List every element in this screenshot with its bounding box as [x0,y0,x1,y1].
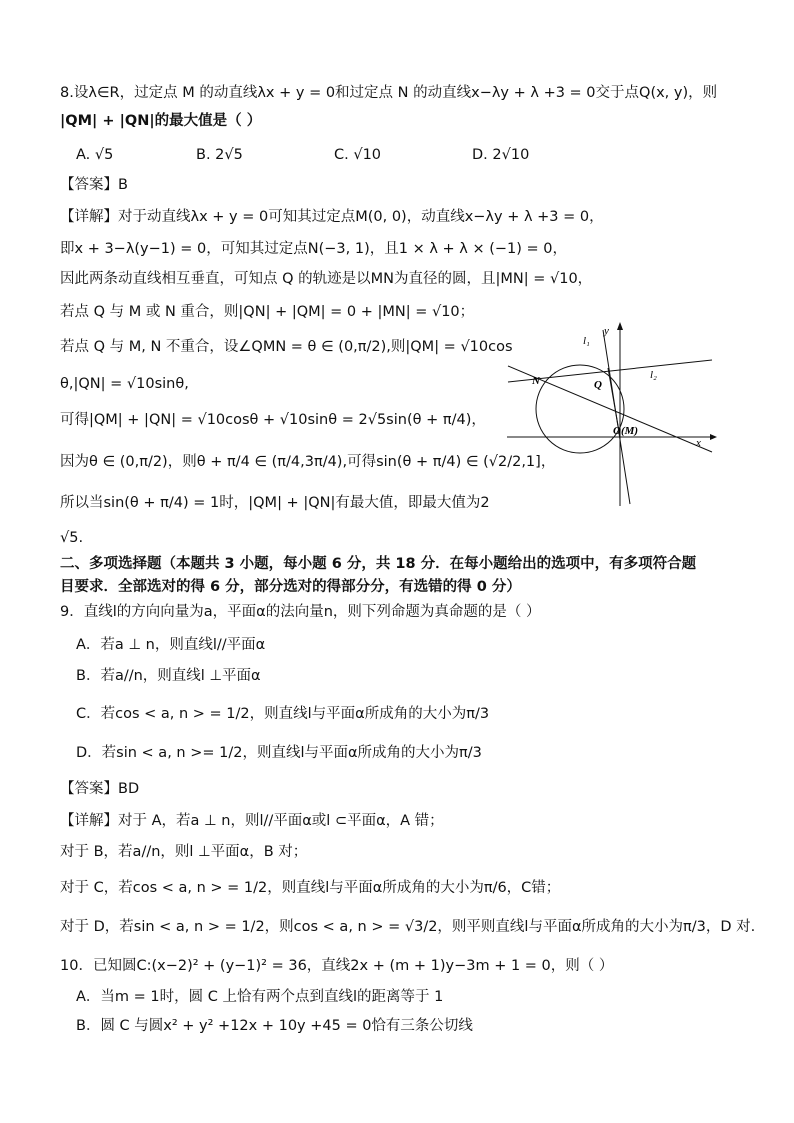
q8-detail-10: √5. [60,530,84,546]
q9-detail-2: 对于 B，若a//n，则l ⊥平面α，B 对； [60,844,308,860]
q9-option-a: A．若a ⊥ n，则直线l//平面α [76,637,266,653]
section2-heading-line1: 二、多项选择题（本题共 3 小题，每小题 6 分，共 18 分．在每小题给出的选项中，有多项符合题 [60,556,697,572]
q9-option-b: B．若a//n，则直线l ⊥平面α [76,668,261,684]
label-l1: l₁ [583,335,590,347]
q8-detail-4: 若点 Q 与 M 或 N 重合，则|QN| + |QM| = 0 + |MN| = √10； [60,304,475,320]
q8-option-d: D. 2√10 [472,147,530,163]
q9-option-d: D．若sin < a, n >= 1/2，则直线l与平面α所成角的大小为π/3 [76,745,482,761]
q10-option-b: B．圆 C 与圆x² + y² +12x + 10y +45 = 0恰有三条公切线 [76,1018,473,1034]
q9-detail-4: 对于 D，若sin < a, n > = 1/2，则cos < a, n > = √3/2，则平则直线l与平面α所成角的大小为π/3，D 对. [60,919,756,935]
x-axis-arrow-icon [710,434,717,440]
q10-option-a: A．当m = 1时，圆 C 上恰有两个点到直线l的距离等于 1 [76,989,444,1005]
q8-detail-5: 若点 Q 与 M, N 不重合，设∠QMN = θ ∈ (0,π/2),则|QM| = √10cos [60,339,513,355]
y-axis-arrow-icon [617,322,623,330]
q8-stem-line1: 8.设λ∈R，过定点 M 的动直线λx + y = 0和过定点 N 的动直线x−λy + λ +3 = 0交于点Q(x, y)，则 [60,85,718,101]
label-n: N [532,375,540,387]
q9-answer: 【答案】BD [60,781,140,797]
section2-heading-line2: 目要求．全部选对的得 6 分，部分选对的得部分分，有选错的得 0 分） [60,579,521,595]
q8-figure [500,318,718,510]
q8-detail-3: 因此两条动直线相互垂直，可知点 Q 的轨迹是以MN为直径的圆，且|MN| = √10， [60,271,593,287]
q8-detail-7: 可得|QM| + |QN| = √10cosθ + √10sinθ = 2√5sin(θ + π/4)， [60,412,486,428]
q8-stem-line2: |QM| + |QN|的最大值是（ ） [60,113,262,129]
q9-detail-1: 【详解】对于 A，若a ⊥ n，则l//平面α或l ⊂平面α，A 错； [60,813,444,829]
q8-option-a: A. √5 [76,147,114,163]
q8-option-b: B. 2√5 [196,147,243,163]
q8-detail-9: 所以当sin(θ + π/4) = 1时，|QM| + |QN|有最大值，即最大值为2 [60,495,490,511]
q10-stem: 10．已知圆C:(x−2)² + (y−1)² = 36，直线2x + (m + 1)y−3m + 1 = 0，则（ ） [60,958,614,974]
q9-detail-3: 对于 C，若cos < a, n > = 1/2，则直线l与平面α所成角的大小为π/6，C错； [60,880,561,896]
q8-detail-2: 即x + 3−λ(y−1) = 0，可知其过定点N(−3, 1)，且1 × λ + λ × (−1) = 0， [60,241,568,257]
q8-option-c: C. √10 [334,147,382,163]
q8-answer: 【答案】B [60,177,128,193]
q8-detail-1: 【详解】对于动直线λx + y = 0可知其过定点M(0, 0)，动直线x−λy + λ +3 = 0， [60,209,604,225]
q9-stem: 9．直线l的方向向量为a，平面α的法向量n，则下列命题为真命题的是（ ） [60,604,541,620]
q8-detail-8: 因为θ ∈ (0,π/2)，则θ + π/4 ∈ (π/4,3π/4),可得sin(θ + π/4) ∈ (√2/2,1]， [60,454,556,470]
q8-detail-6: θ,|QN| = √10sinθ, [60,376,189,392]
label-y: y [604,325,609,337]
label-l2: l₂ [650,369,657,381]
label-q: Q [594,379,602,391]
q9-option-c: C．若cos < a, n > = 1/2，则直线l与平面α所成角的大小为π/3 [76,706,490,722]
label-x: x [696,437,701,449]
label-o-m: O(M) [613,425,639,437]
